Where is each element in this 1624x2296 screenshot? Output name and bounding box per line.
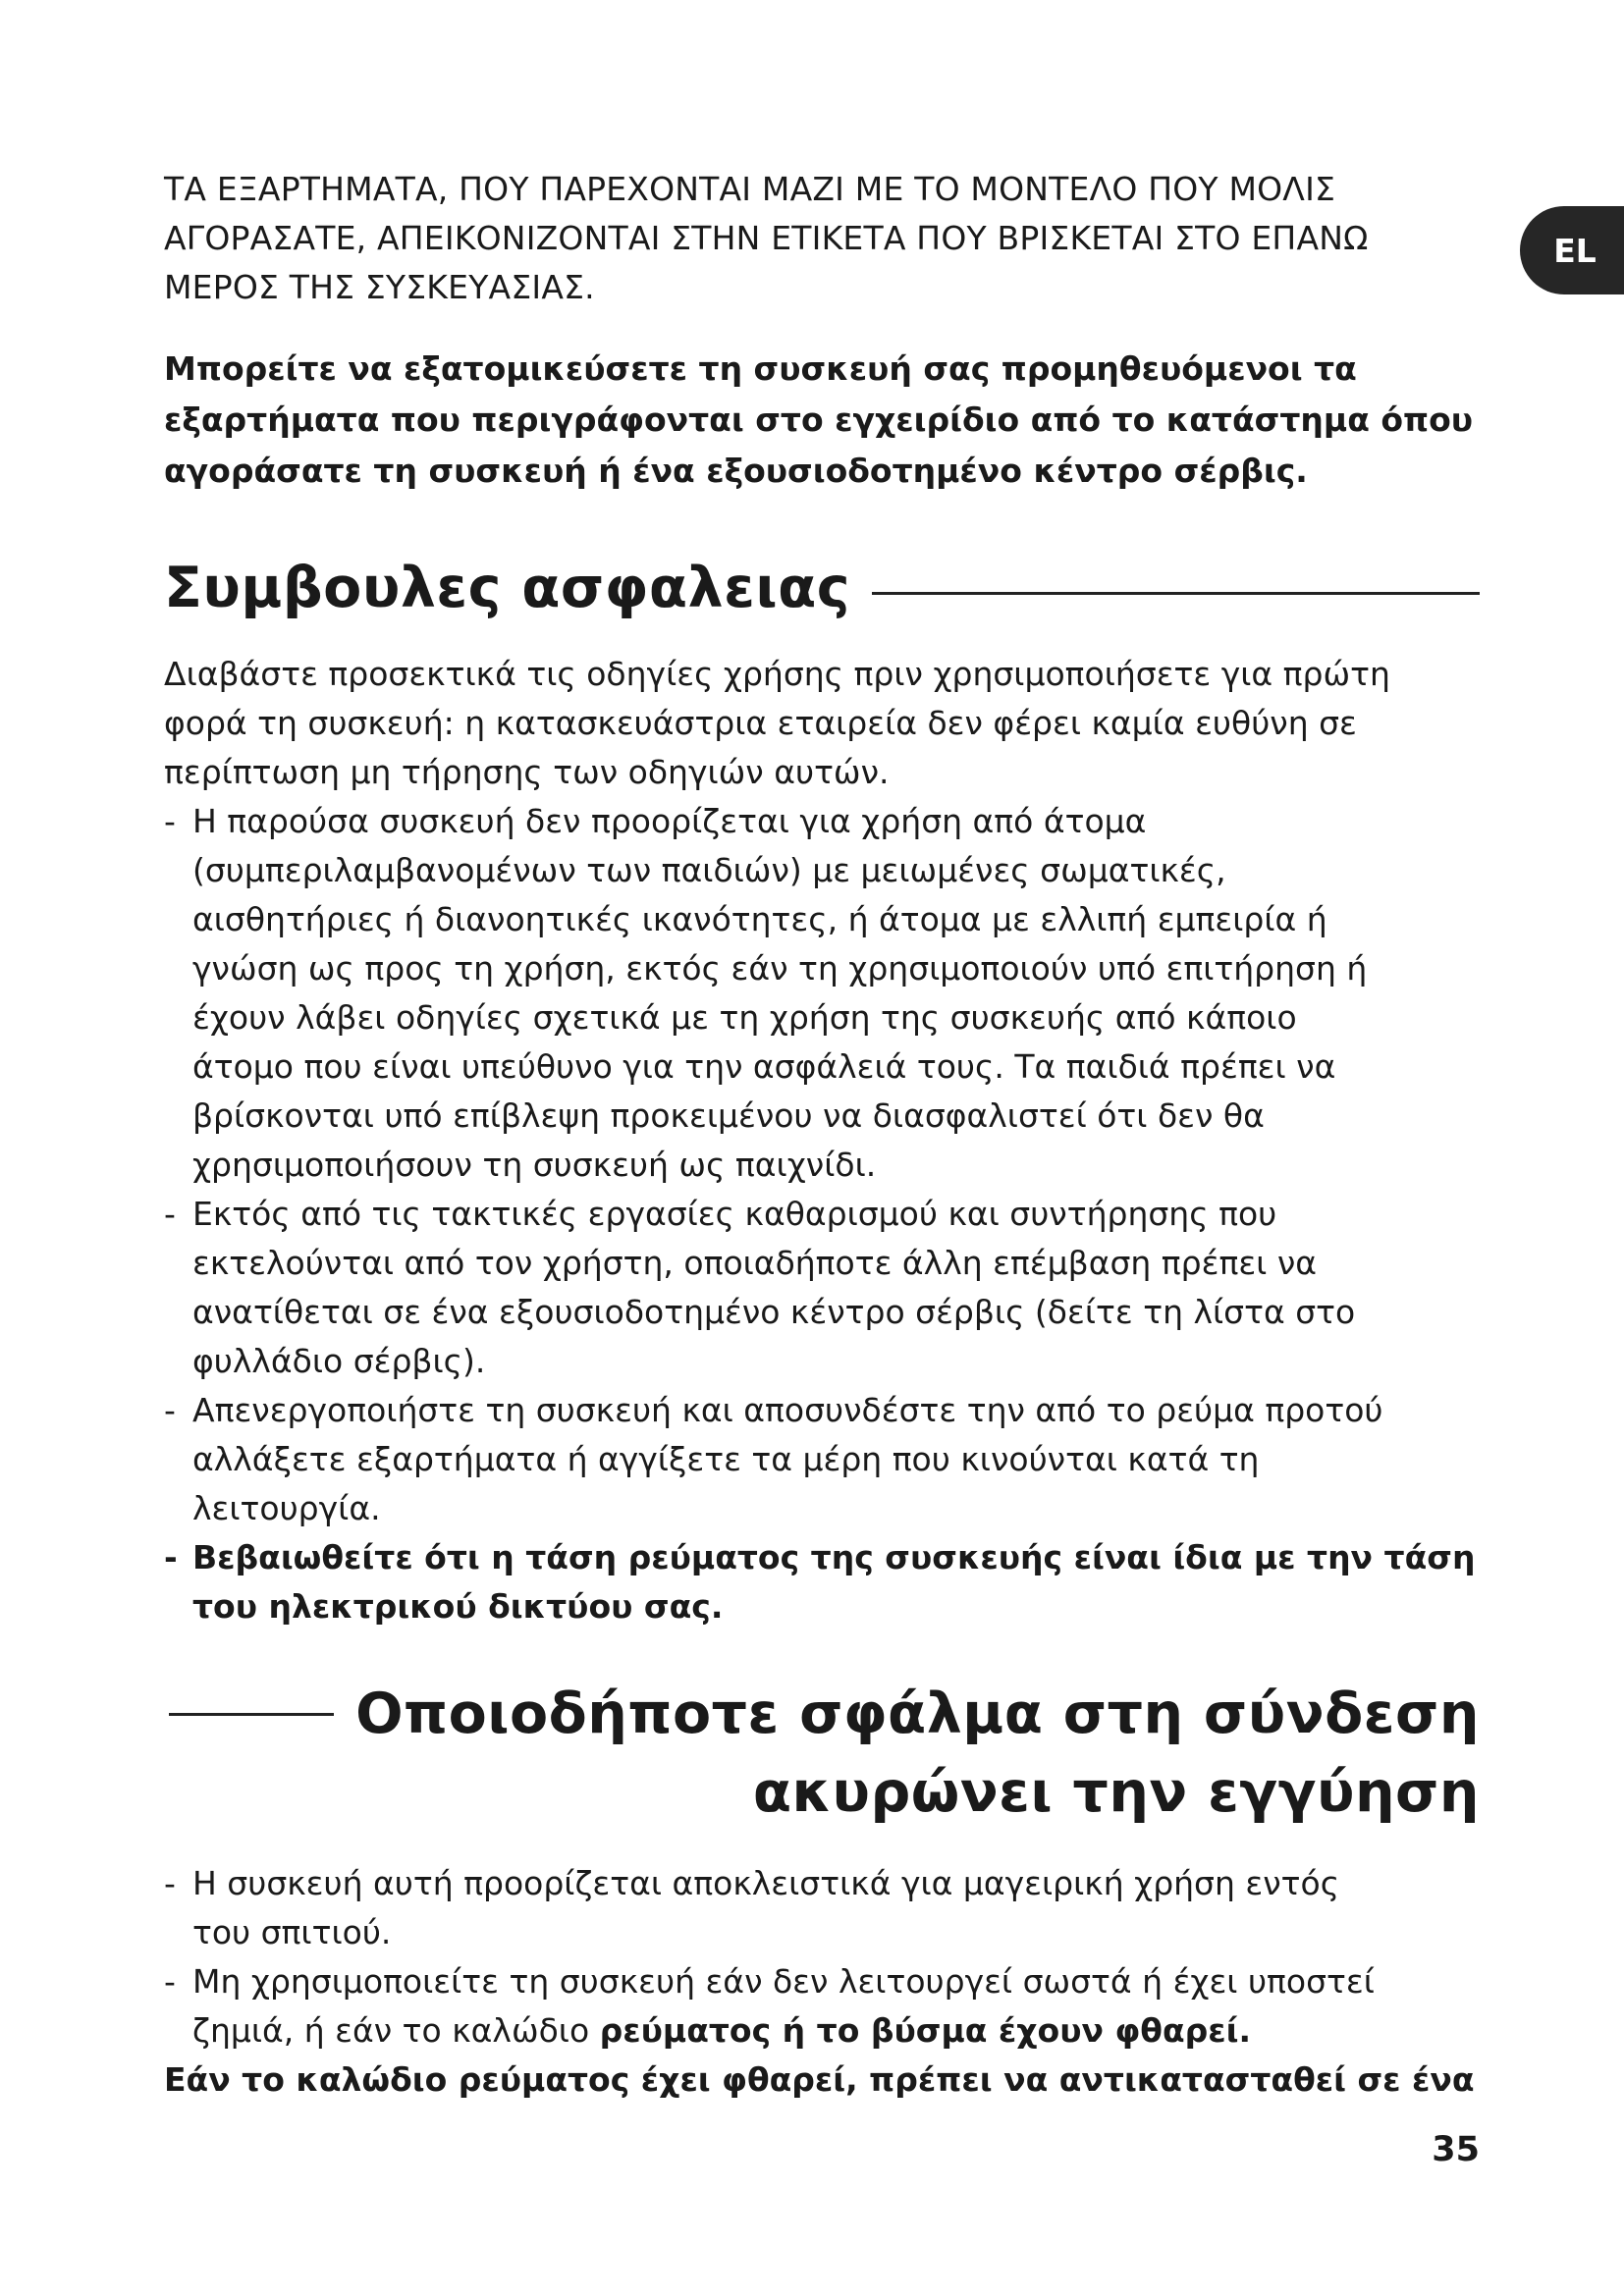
text-line: του ηλεκτρικού δικτύου σας. bbox=[192, 1587, 724, 1626]
text-line: (συμπεριλαμβανομένων των παιδιών) με μειωμένες σωματικές, bbox=[192, 851, 1226, 889]
list-item bbox=[164, 1859, 1480, 1957]
text-line: εξαρτήματα που περιγράφονται στο εγχειρίδιο από το κατάστημα όπου bbox=[164, 400, 1474, 439]
text-line: Η συσκευή αυτή προορίζεται αποκλειστικά για μαγειρική χρήση εντός bbox=[192, 1864, 1340, 1902]
text-line: αισθητήριες ή διανοητικές ικανότητες, ή άτομα με ελλιπή εμπειρία ή bbox=[192, 900, 1327, 938]
text-line: χρησιμοποιήσουν τη συσκευή ως παιχνίδι. bbox=[192, 1146, 877, 1184]
text-line: ανατίθεται σε ένα εξουσιοδοτημένο κέντρο σέρβις (δείτε τη λίστα στο bbox=[192, 1293, 1356, 1331]
text-line: έχουν λάβει οδηγίες σχετικά με τη χρήση της συσκευής από κάποιο bbox=[192, 998, 1297, 1037]
text-line: αγοράσατε τη συσκευή ή ένα εξουσιοδοτημένο κέντρο σέρβις. bbox=[164, 452, 1308, 490]
text-line: φυλλάδιο σέρβις). bbox=[192, 1342, 486, 1380]
text-line: Μπορείτε να εξατομικεύσετε τη συσκευή σας προμηθευόμενοι τα bbox=[164, 349, 1357, 388]
text-line: λειτουργία. bbox=[192, 1489, 381, 1527]
bullet-dash: - bbox=[164, 1391, 176, 1429]
heading-rule bbox=[169, 1713, 334, 1716]
list-item bbox=[164, 797, 1480, 1190]
warranty-heading bbox=[164, 1675, 1480, 1832]
text-line: Απενεργοποιήστε τη συσκευή και αποσυνδέστε την από το ρεύμα προτού bbox=[192, 1391, 1383, 1429]
cord-replacement-notice: Εάν το καλώδιο ρεύματος έχει φθαρεί, πρέπει να αντικατασταθεί σε ένα bbox=[164, 2060, 1475, 2099]
text-line: άτομο που είναι υπεύθυνο για την ασφάλειά τους. Τα παιδιά πρέπει να bbox=[192, 1047, 1336, 1086]
text-line: Μη χρησιμοποιείτε τη συσκευή εάν δεν λειτουργεί σωστά ή έχει υποστεί bbox=[192, 1962, 1375, 2001]
bullet-dash: - bbox=[164, 1195, 176, 1233]
bullet-dash: - bbox=[164, 1962, 176, 2001]
text-line: Η παρούσα συσκευή δεν προορίζεται για χρήση από άτομα bbox=[192, 802, 1147, 840]
list-item bbox=[164, 1533, 1480, 1631]
list-item bbox=[164, 1190, 1480, 1386]
text-line: Βεβαιωθείτε ότι η τάση ρεύματος της συσκευής είναι ίδια με την τάση bbox=[192, 1538, 1476, 1576]
accessories-notice bbox=[164, 165, 1480, 312]
customization-notice bbox=[164, 344, 1480, 497]
bullet-dash: - bbox=[164, 802, 176, 840]
text-line: αλλάξετε εξαρτήματα ή αγγίξετε τα μέρη που κινούνται κατά τη bbox=[192, 1440, 1260, 1478]
text-line: του σπιτιού. bbox=[192, 1913, 392, 1951]
text-line: γνώση ως προς τη χρήση, εκτός εάν τη χρησιμοποιούν υπό επιτήρηση ή bbox=[192, 949, 1368, 988]
warranty-heading-line: ακυρώνει την εγγύηση bbox=[752, 1760, 1480, 1825]
text-line: ΜΕΡΟΣ ΤΗΣ ΣΥΣΚΕΥΑΣΙΑΣ. bbox=[164, 268, 595, 306]
text-line: ΑΓΟΡΑΣΑΤΕ, ΑΠΕΙΚΟΝΙΖΟΝΤΑΙ ΣΤΗΝ ΕΤΙΚΕΤΑ ΠΟΥ ΒΡΙΣΚΕΤΑΙ ΣΤΟ ΕΠΑΝΩ bbox=[164, 219, 1369, 257]
safety-heading-text: Συμβουλες ασφαλειας bbox=[164, 556, 851, 620]
text-line: βρίσκονται υπό επίβλεψη προκειμένου να διασφαλιστεί ότι δεν θα bbox=[192, 1096, 1265, 1135]
page-number: 35 bbox=[1432, 2130, 1480, 2169]
warranty-bullet-list bbox=[164, 1859, 1480, 2056]
text-line: Εκτός από τις τακτικές εργασίες καθαρισμού και συντήρησης που bbox=[192, 1195, 1277, 1233]
safety-intro bbox=[164, 650, 1480, 797]
text-fragment-bold: ρεύματος ή το βύσμα έχουν φθαρεί. bbox=[599, 2011, 1252, 2050]
text-line: φορά τη συσκευή: η κατασκευάστρια εταιρεία δεν φέρει καμία ευθύνη σε bbox=[164, 704, 1357, 742]
bullet-dash: - bbox=[164, 1864, 176, 1902]
safety-bullet-list bbox=[164, 797, 1480, 1631]
warranty-heading-line: Οποιοδήποτε σφάλμα στη σύνδεση bbox=[355, 1682, 1480, 1746]
text-line: περίπτωση μη τήρησης των οδηγιών αυτών. bbox=[164, 753, 890, 791]
safety-heading bbox=[164, 544, 1480, 632]
text-line: εκτελούνται από τον χρήστη, οποιαδήποτε άλλη επέμβαση πρέπει να bbox=[192, 1244, 1318, 1282]
list-item bbox=[164, 1957, 1480, 2056]
text-fragment: ζημιά, ή εάν το καλώδιο bbox=[192, 2011, 600, 2050]
list-item bbox=[164, 1386, 1480, 1533]
language-tab-label: EL bbox=[1553, 231, 1597, 270]
heading-rule bbox=[872, 592, 1480, 595]
text-line: ΤΑ ΕΞΑΡΤΗΜΑΤΑ, ΠΟΥ ΠΑΡΕΧΟΝΤΑΙ ΜΑΖΙ ΜΕ ΤΟ ΜΟΝΤΕΛΟ ΠΟΥ ΜΟΛΙΣ bbox=[164, 170, 1336, 208]
page-content bbox=[164, 165, 1480, 2105]
text-line: Διαβάστε προσεκτικά τις οδηγίες χρήσης πριν χρησιμοποιήσετε για πρώτη bbox=[164, 655, 1390, 693]
text-line bbox=[192, 2006, 1480, 2056]
language-tab bbox=[1520, 206, 1624, 294]
bullet-dash: - bbox=[164, 1538, 178, 1576]
